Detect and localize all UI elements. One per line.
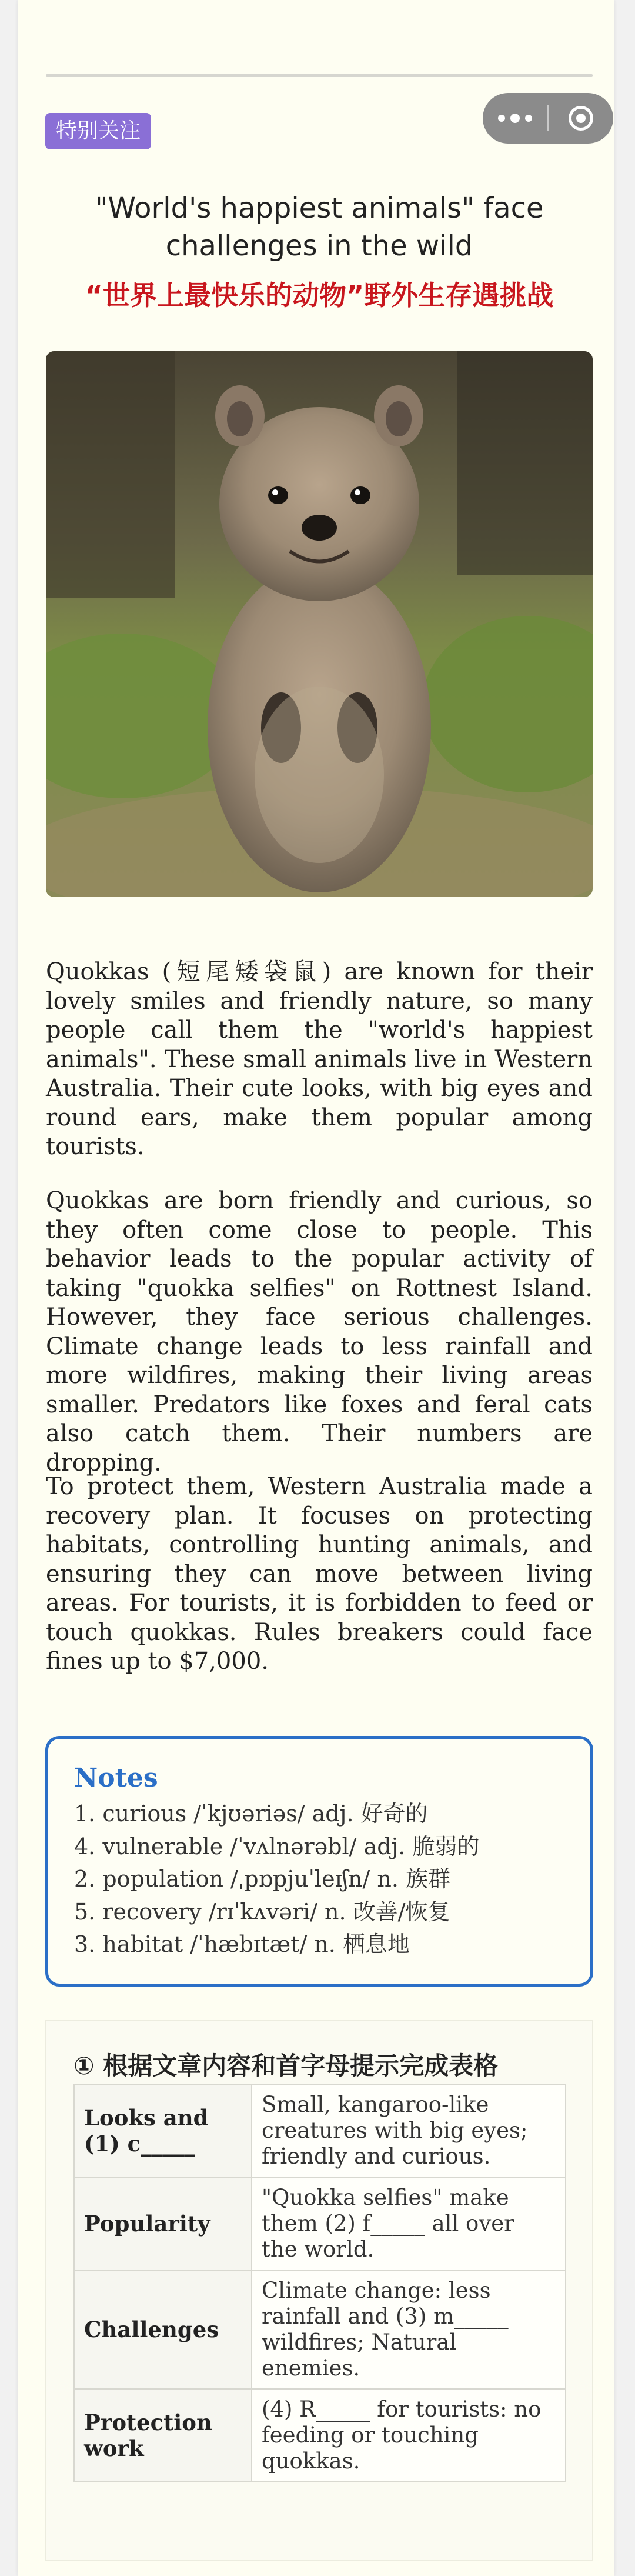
target-circle-icon[interactable] bbox=[549, 93, 613, 144]
article-paragraph-3: To protect them, Western Australia made a recovery plan. It focuses on protecting habitats, controlling hunting animals, and ensuring they can move between living areas. For tourists, it is forbidden to feed or touch quokkas. Rules breakers could face fines up to $7,000. bbox=[46, 1473, 593, 1675]
table-row-content: Small, kangaroo-like creatures with big eyes; friendly and curious. bbox=[252, 2084, 566, 2177]
table-row-content: "Quokka selfies" make them (2) f_____ all over the world. bbox=[252, 2177, 566, 2270]
more-dots-icon[interactable] bbox=[483, 93, 547, 144]
article-paragraph-2: Quokkas are born friendly and curious, so they often come close to people. This behavior leads to the popular activity of taking "quokka selfies" on Rottnest Island. However, they face serious challenges. Climate change leads to less rainfall and more wildfires, making their living areas smaller. Predators like foxes and feral cats also catch them. Their numbers are dropping. bbox=[46, 1187, 593, 1477]
exercise-title: ① 根据文章内容和首字母提示完成表格 bbox=[73, 2051, 499, 2080]
note-item: 4. vulnerable /ˈvʌlnərəbl/ adj. 脆弱的 bbox=[74, 1833, 480, 1859]
top-divider bbox=[46, 74, 593, 77]
quokka-photo bbox=[46, 351, 593, 897]
table-row-header: Challenges bbox=[74, 2270, 252, 2389]
table-row bbox=[74, 2270, 566, 2389]
table-row-header: Popularity bbox=[74, 2177, 252, 2270]
exercise-table bbox=[73, 2084, 566, 2482]
article-paragraph-1: Quokkas (短尾矮袋鼠) are known for their lovely smiles and friendly nature, so many people call them the "world's happiest animals". These small animals live in Western Australia. Their cute looks, with big eyes and round ears, make them popular among tourists. bbox=[46, 958, 593, 1160]
exercise-section bbox=[45, 2020, 593, 2561]
note-item: 1. curious /ˈkjʊəriəs/ adj. 好奇的 bbox=[74, 1801, 428, 1827]
note-item: 2. population /ˌpɒpjuˈleɪʃn/ n. 族群 bbox=[74, 1866, 451, 1892]
note-item: 3. habitat /ˈhæbɪtæt/ n. 栖息地 bbox=[74, 1931, 410, 1957]
vocabulary-notes-box bbox=[45, 1736, 593, 1987]
table-row bbox=[74, 2389, 566, 2482]
notes-title: Notes bbox=[74, 1763, 158, 1793]
article-page bbox=[18, 0, 614, 2576]
note-item: 5. recovery /rɪˈkʌvəri/ n. 改善/恢复 bbox=[74, 1898, 450, 1925]
table-row-content: (4) R_____ for tourists: no feeding or touching quokkas. bbox=[252, 2389, 566, 2482]
special-focus-badge: 特别关注 bbox=[45, 113, 151, 149]
mini-program-capsule bbox=[483, 93, 613, 144]
article-title-chinese: “世界上最快乐的动物”野外生存遇挑战 bbox=[85, 279, 554, 311]
table-row bbox=[74, 2177, 566, 2270]
table-row-content: Climate change: less rainfall and (3) m_____ wildfires; Natural enemies. bbox=[252, 2270, 566, 2389]
table-row-header: Looks and (1) c_____ bbox=[74, 2084, 252, 2177]
table-row bbox=[74, 2084, 566, 2177]
article-title-english: "World's happiest animals" face challenges in the wild bbox=[95, 192, 544, 262]
table-row-header: Protection work bbox=[74, 2389, 252, 2482]
